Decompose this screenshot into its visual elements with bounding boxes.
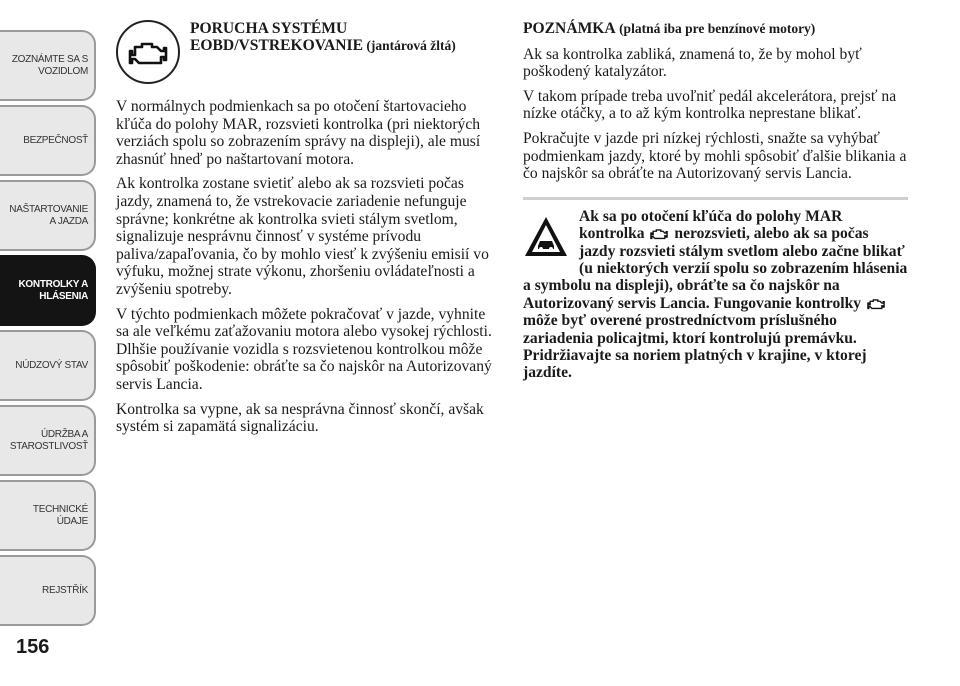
engine-check-icon bbox=[116, 20, 180, 84]
paragraph: V týchto podmienkach môžete pokračovať v jazde, vyhnite sa ale veľkému zaťažovaniu motora alebo vysokej rýchlosti. Dlhšie používanie vozidla s rozsvietenou kontrolkou môže spôsobiť poškodenie: obráťte sa čo najskôr na Autorizovaný servis Lancia. bbox=[116, 305, 492, 393]
caution-box bbox=[523, 208, 908, 382]
page-number: 156 bbox=[16, 636, 50, 658]
paragraph: V takom prípade treba uvoľniť pedál akcelerátora, prejsť na nízke otáčky, a to až kým kontrolka neprestane blikať. bbox=[523, 87, 897, 123]
tab-udrzba[interactable]: ÚDRŽBA A STAROSTLIVOSŤ bbox=[0, 405, 96, 476]
paragraph: Ak sa kontrolka zabliká, znamená to, že by mohol byť poškodený katalyzátor. bbox=[523, 45, 862, 81]
divider bbox=[523, 197, 908, 200]
note-title-sub: (platná iba pre benzínové motory) bbox=[615, 21, 816, 36]
paragraph: V normálnych podmienkach sa po otočení štartovacieho kľúča do polohy MAR, rozsvieti kontrolka (pri niektorých verziách spolu so zobrazením správy na displeji), ale musí zhasnúť hneď po naštartovaní motora. bbox=[116, 98, 481, 168]
tab-nastartovanie[interactable]: NAŠTARTOVANIE A JAZDA bbox=[0, 180, 96, 251]
tab-kontrolky[interactable]: KONTROLKY A HLÁSENIA bbox=[0, 255, 96, 326]
section-header bbox=[116, 20, 496, 84]
tab-technicke-udaje[interactable]: TECHNICKÉ ÚDAJE bbox=[0, 480, 96, 551]
right-column bbox=[523, 20, 908, 382]
section-title-sub: (jantárová žltá) bbox=[363, 38, 456, 53]
tab-bezpecnost[interactable]: BEZPEČNOSŤ bbox=[0, 105, 96, 176]
paragraph: Kontrolka sa vypne, ak sa nesprávna činnosť skončí, avšak systém si zapamätá signalizáciu. bbox=[116, 400, 484, 436]
section-title-main: PORUCHA SYSTÉMU EOBD/VSTREKOVANIE bbox=[190, 20, 364, 54]
caution-text-2: nerozsvieti, alebo ak sa počas jazdy rozsvieti stálym svetlom alebo začne blikať (u niektorých verzií spolu so zobrazením hlásenia a symbolu na displeji), obráťte sa čo najskôr na Autorizovaný servis Lancia. Fungovanie kontrolky bbox=[523, 225, 908, 312]
engine-check-icon bbox=[867, 297, 885, 310]
note-title bbox=[523, 20, 908, 38]
warning-triangle-car-icon bbox=[523, 214, 569, 260]
tab-zoznamte-sa[interactable]: ZOZNÁMTE SA S VOZIDLOM bbox=[0, 30, 96, 101]
section-title bbox=[190, 20, 496, 84]
paragraph: Ak kontrolka zostane svietiť alebo ak sa rozsvieti počas jazdy, znamená to, že vstrekovacie zariadenie nefunguje správne; konkrétne ak kontrolka svieti stálym svetlom, signalizuje nesprávnu činnosť v systéme prívodu paliva/zapaľovania, čo by mohlo viesť k zvýšeniu emisií vo výfuku, možnej strate výkonu, zhoršeniu ovládateľnosti a zvýšeniu spotreby. bbox=[116, 175, 489, 298]
note-title-main: POZNÁMKA bbox=[523, 20, 616, 37]
engine-check-icon bbox=[650, 227, 668, 240]
paragraph: Pokračujte v jazde pri nízkej rýchlosti, snažte sa vyhýbať podmienkam jazdy, ktoré by mohli spôsobiť ďalšie blikania a čo najskôr sa obráťte na Autorizovaný servis Lancia. bbox=[523, 129, 907, 183]
left-column bbox=[116, 20, 496, 443]
tab-rejstrik[interactable]: REJSTŘÍK bbox=[0, 555, 96, 626]
tab-nudzovy-stav[interactable]: NÚDZOVÝ STAV bbox=[0, 330, 96, 401]
caution-text-3: môže byť overené prostredníctvom príslušného zariadenia policajtmi, ktorí kontrolujú premávku. Pridržiavajte sa noriem platných v krajine, v ktorej jazdíte. bbox=[523, 312, 867, 382]
caution-text-1: Ak sa po otočení kľúča do polohy MAR kontrolka bbox=[579, 207, 843, 243]
